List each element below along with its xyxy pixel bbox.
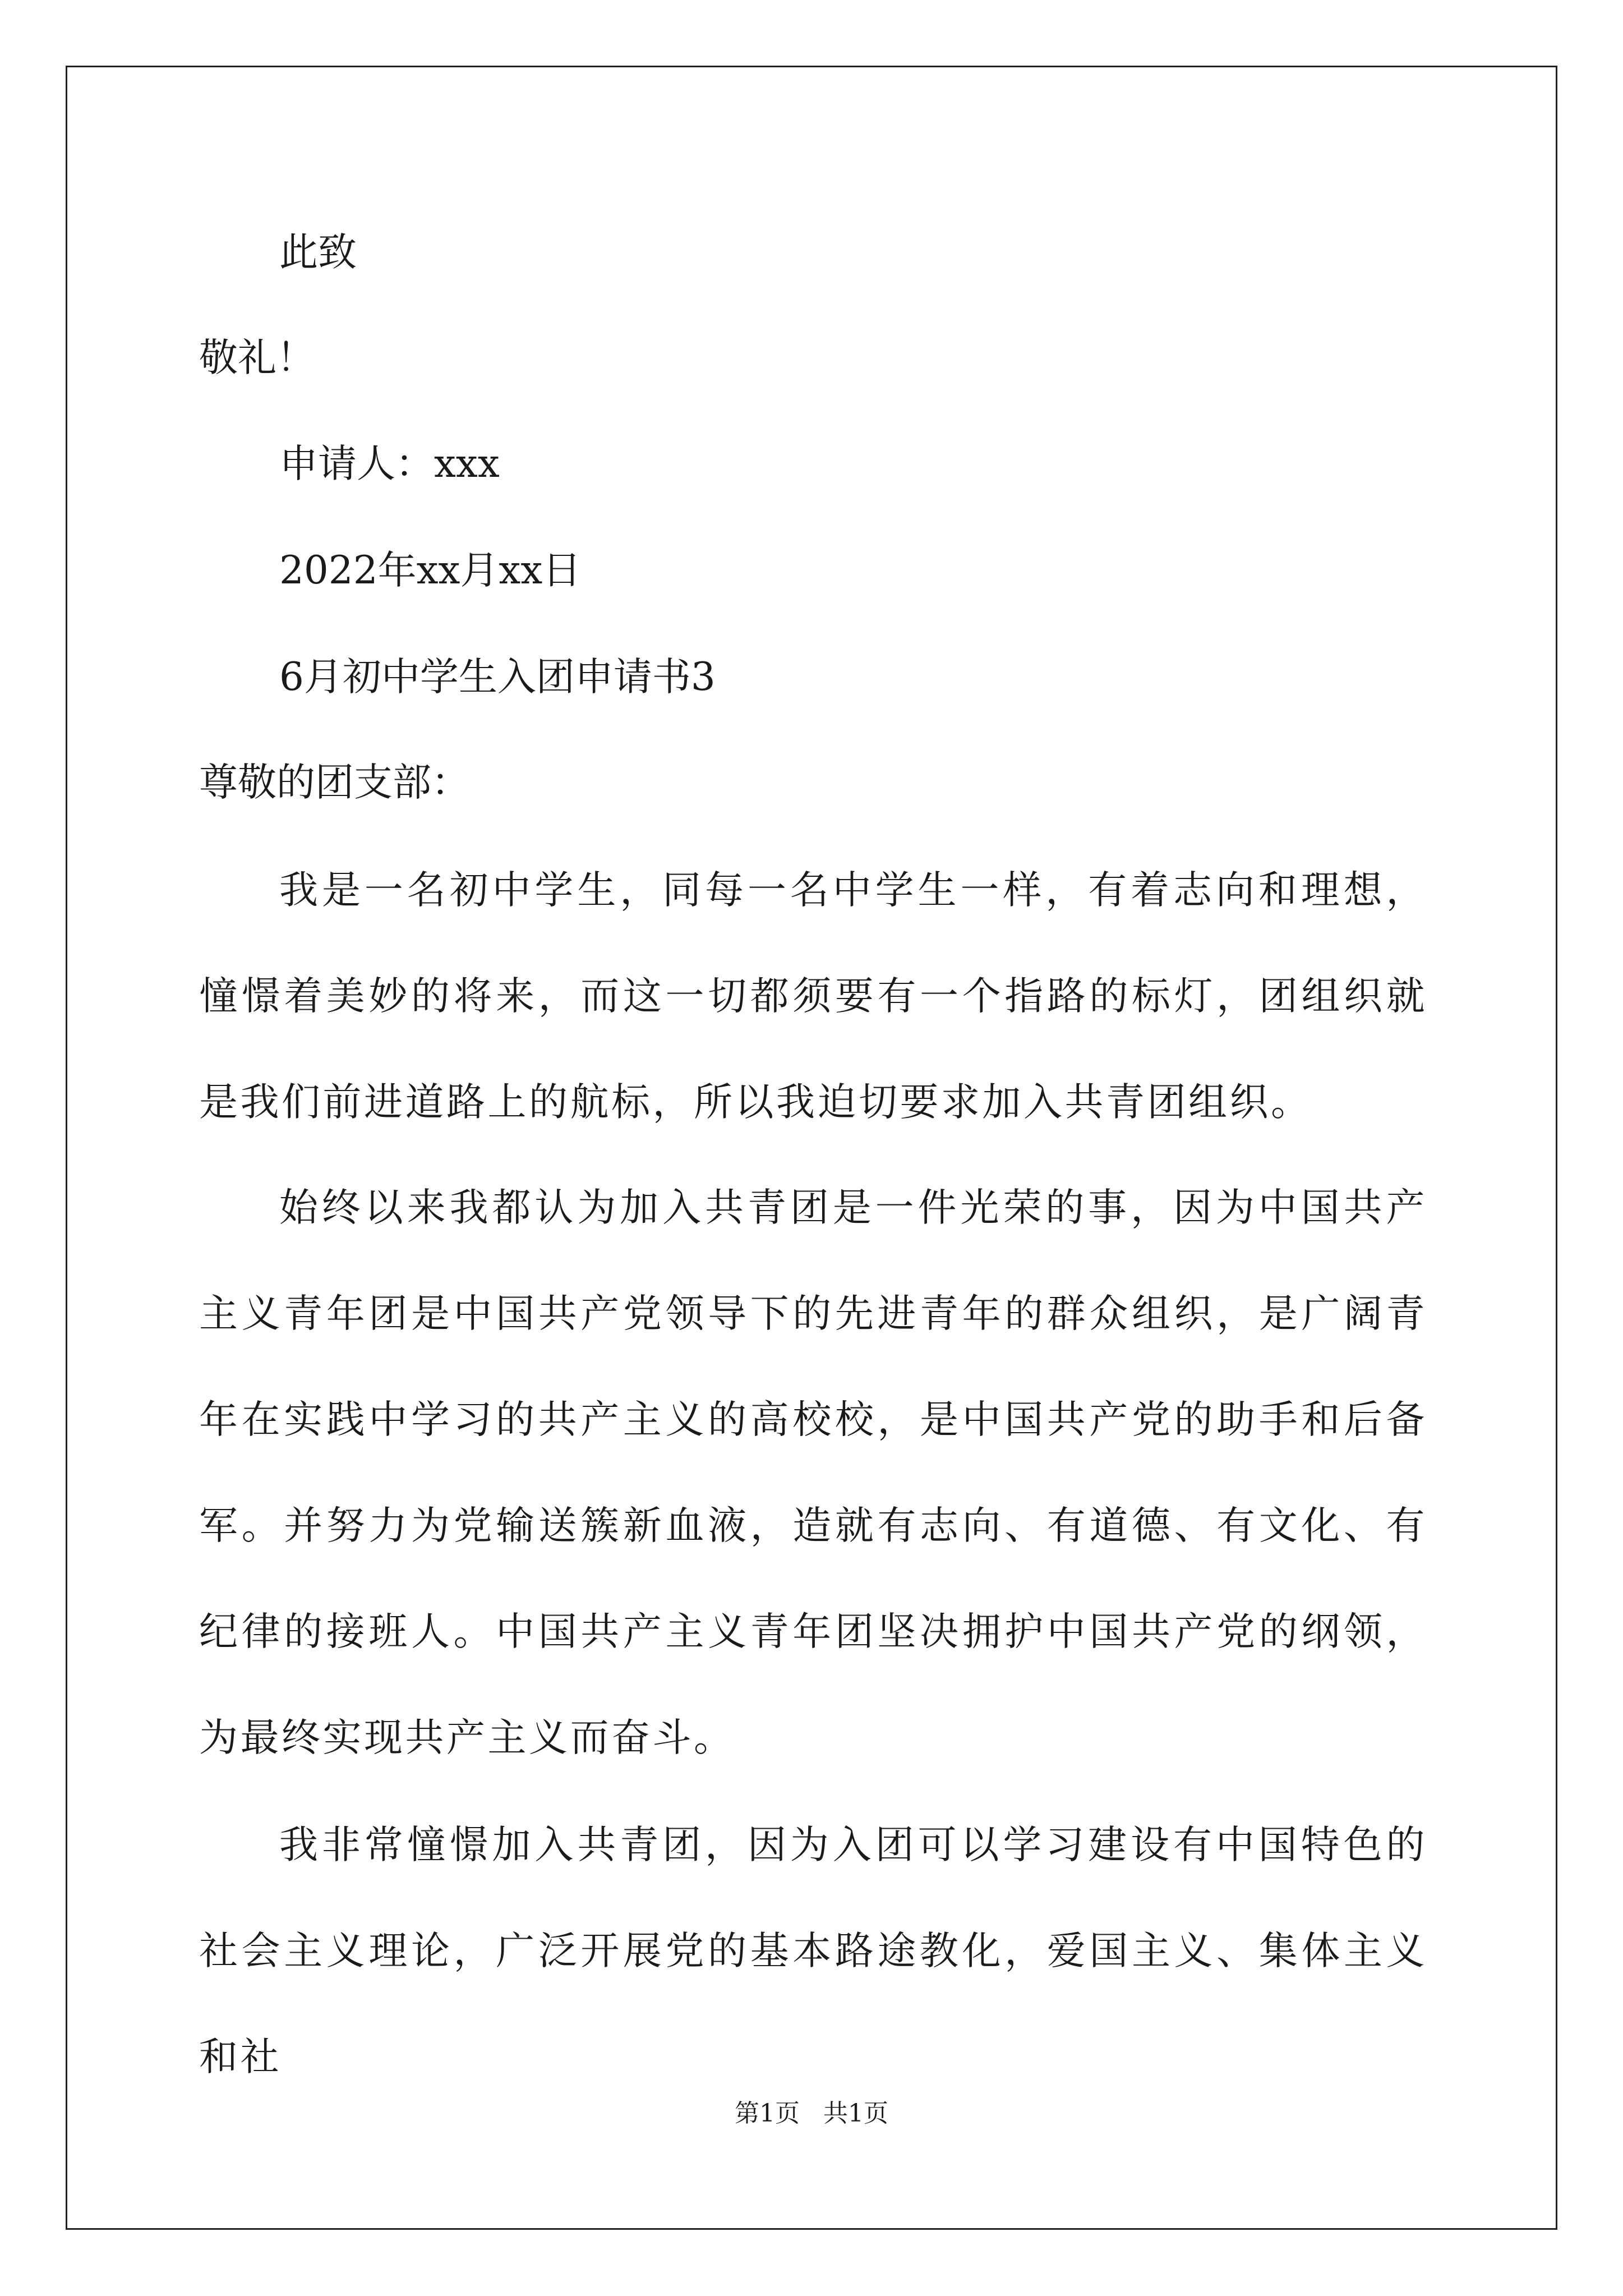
- date-line: 2022年xx月xx日: [279, 548, 582, 593]
- page-footer: 第1页 共1页: [735, 2099, 888, 2128]
- salute-line: 敬礼！: [199, 335, 315, 380]
- paragraph-2: 始终以来我都认为加入共青团是一件光荣的事，因为中国共产主义青年团是中国共产党领导下的先进青年的群众组织，是广阔青年在实践中学习的共产主义的高校校，是中国共产党的助手和后备军。并努力为党输送簇新血液，造就有志向、有道德、有文化、有纪律的接班人。中国共产主义青年团坚决拥护中国共产党的纲领，为最终实现共产主义而奋斗。: [199, 1185, 1427, 1760]
- document-title: 6月初中学生入团申请书3: [279, 655, 716, 700]
- paragraph-1: 我是一名初中学生，同每一名中学生一样，有着志向和理想，憧憬着美妙的将来，而这一切都须要有一个指路的标灯，团组织就是我们前进道路上的航标，所以我迫切要求加入共青团组织。: [199, 868, 1427, 1125]
- greeting-line: 尊敬的团支部：: [199, 760, 470, 805]
- paragraph-3: 我非常憧憬加入共青团，因为入团可以学习建设有中国特色的社会主义理论，广泛开展党的基本路途教化，爱国主义、集体主义和社: [199, 1823, 1427, 2079]
- signature-line: 申请人：xxx: [279, 441, 500, 486]
- closing-line: 此致: [279, 230, 357, 275]
